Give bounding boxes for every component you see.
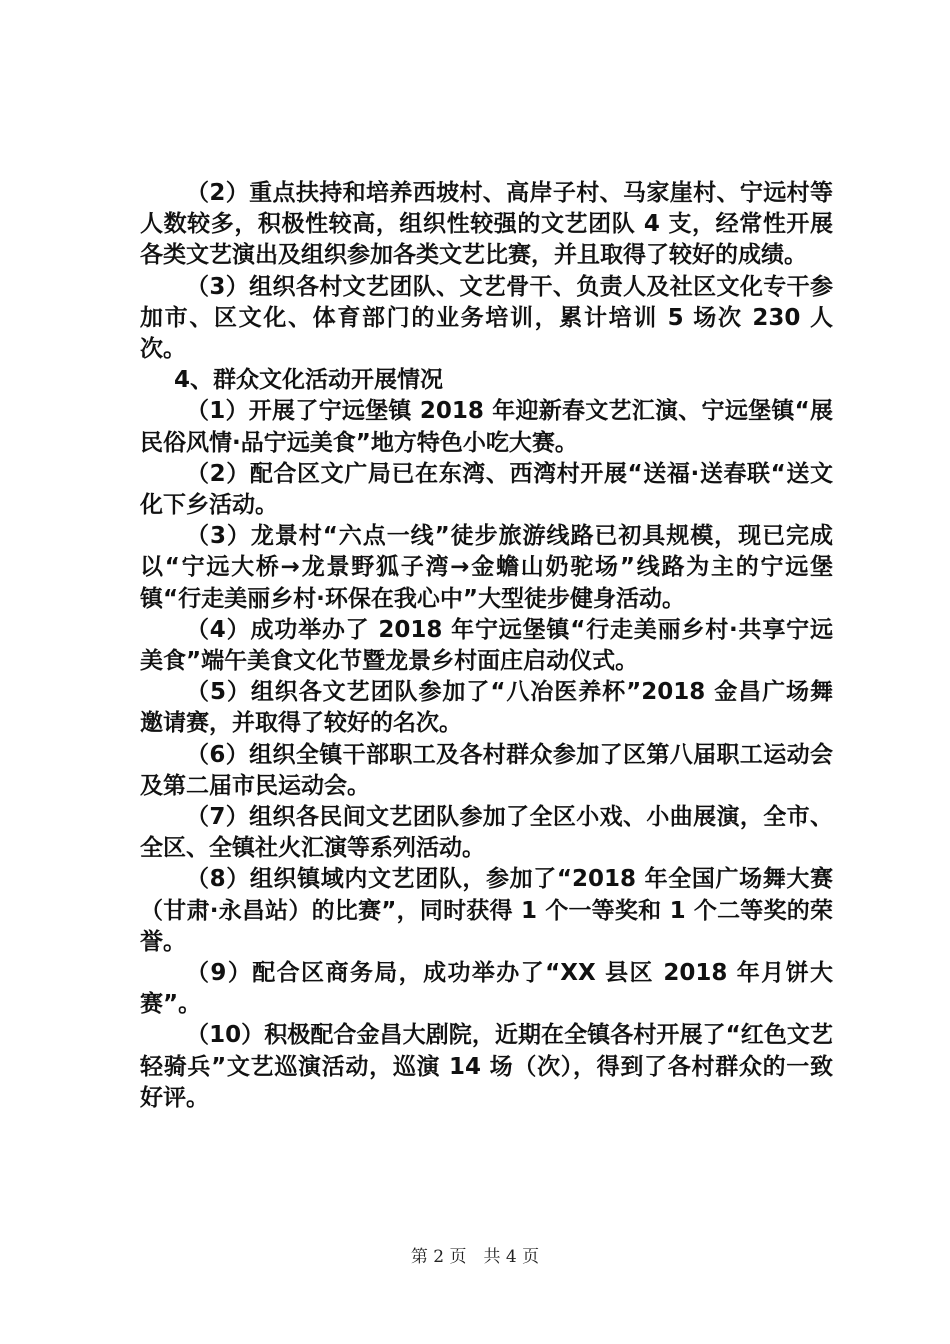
document-body — [140, 178, 833, 1114]
page-footer: 第 2 页 共 4 页 — [410, 1247, 540, 1267]
paragraph-activity-1: （1）开展了宁远堡镇 2018 年迎新春文艺汇演、宁远堡镇“展民俗风情·品宁远美食”地方特色小吃大赛。 — [140, 398, 833, 456]
paragraph-activity-2: （2）配合区文广局已在东湾、西湾村开展“送福·送春联“送文化下乡活动。 — [140, 460, 833, 519]
section-heading-mass-culture: 4、群众文化活动开展情况 — [174, 367, 444, 394]
paragraph-activity-9: （9）配合区商务局，成功举办了“XX 县区 2018 年月饼大赛”。 — [140, 960, 833, 1018]
paragraph-activity-7: （7）组织各民间文艺团队参加了全区小戏、小曲展演，全市、全区、全镇社火汇演等系列活动。 — [140, 804, 833, 862]
paragraph-item-3-training: （3）组织各村文艺团队、文艺骨干、负责人及社区文化专干参加市、区文化、体育部门的业务培训，累计培训 5 场次 230 人次。 — [140, 273, 833, 363]
paragraph-activity-10: （10）积极配合金昌大剧院，近期在全镇各村开展了“红色文艺轻骑兵”文艺巡演活动，巡演 14 场（次），得到了各村群众的一致好评。 — [140, 1022, 833, 1111]
paragraph-item-2-key-troupes: （2）重点扶持和培养西坡村、高岸子村、马家崖村、宁远村等人数较多，积极性较高，组织性较强的文艺团队 4 支，经常性开展各类文艺演出及组织参加各类文艺比赛，并且取得了较好的成绩。 — [140, 180, 833, 269]
paragraph-activity-4: （4）成功举办了 2018 年宁远堡镇“行走美丽乡村·共享宁远美食”端午美食文化节暨龙景乡村面庄启动仪式。 — [140, 616, 833, 675]
paragraph-activity-6: （6）组织全镇干部职工及各村群众参加了区第八届职工运动会及第二届市民运动会。 — [140, 741, 833, 799]
paragraph-activity-8: （8）组织镇域内文艺团队，参加了“2018 年全国广场舞大赛（甘肃·永昌站）的比赛”，同时获得 1 个一等奖和 1 个二等奖的荣誉。 — [140, 866, 833, 955]
paragraph-activity-3: （3）龙景村“六点一线”徒步旅游线路已初具规模，现已完成以“宁远大桥→龙景野狐子湾→金蟾山奶驼场”线路为主的宁远堡镇“行走美丽乡村·环保在我心中”大型徒步健身活动。 — [140, 523, 833, 612]
paragraph-activity-5: （5）组织各文艺团队参加了“八冶医养杯”2018 金昌广场舞邀请赛，并取得了较好的名次。 — [140, 679, 833, 737]
